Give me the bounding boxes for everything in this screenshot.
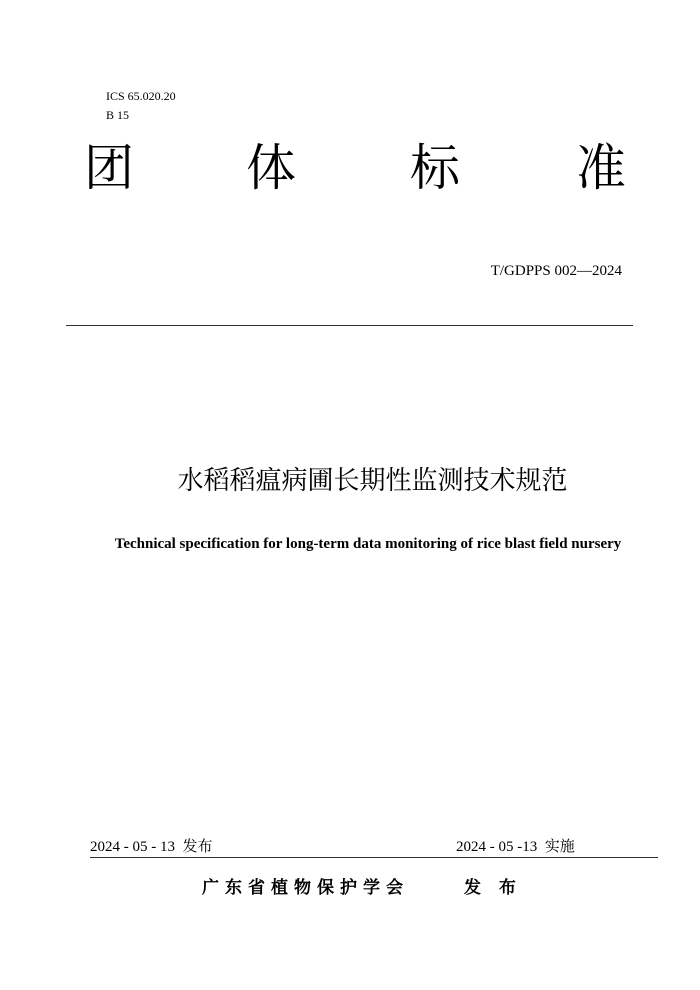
- implement-date: 2024 - 05 -13 实施: [456, 839, 575, 855]
- doc-type-char-3: 标: [410, 139, 460, 197]
- doc-type-char-2: 体: [246, 139, 296, 197]
- publish-label: 发 布: [464, 878, 522, 898]
- standard-number: T/GDPPS 002—2024: [490, 263, 622, 279]
- title-chinese: 水稻稻瘟病圃长期性监测技术规范: [177, 466, 568, 496]
- header-divider: [66, 325, 633, 326]
- title-english: Technical specification for long-term data monitoring of rice blast field nursery: [114, 536, 622, 552]
- publisher-name: 广东省植物保护学会: [202, 878, 409, 898]
- doc-type-char-1: 团: [84, 139, 134, 197]
- footer-divider: [90, 857, 658, 858]
- ics-code: ICS 65.020.20: [106, 89, 176, 103]
- issue-date: 2024 - 05 - 13 发布: [90, 839, 213, 855]
- ccs-code: B 15: [106, 108, 130, 122]
- doc-type-char-4: 准: [576, 139, 626, 197]
